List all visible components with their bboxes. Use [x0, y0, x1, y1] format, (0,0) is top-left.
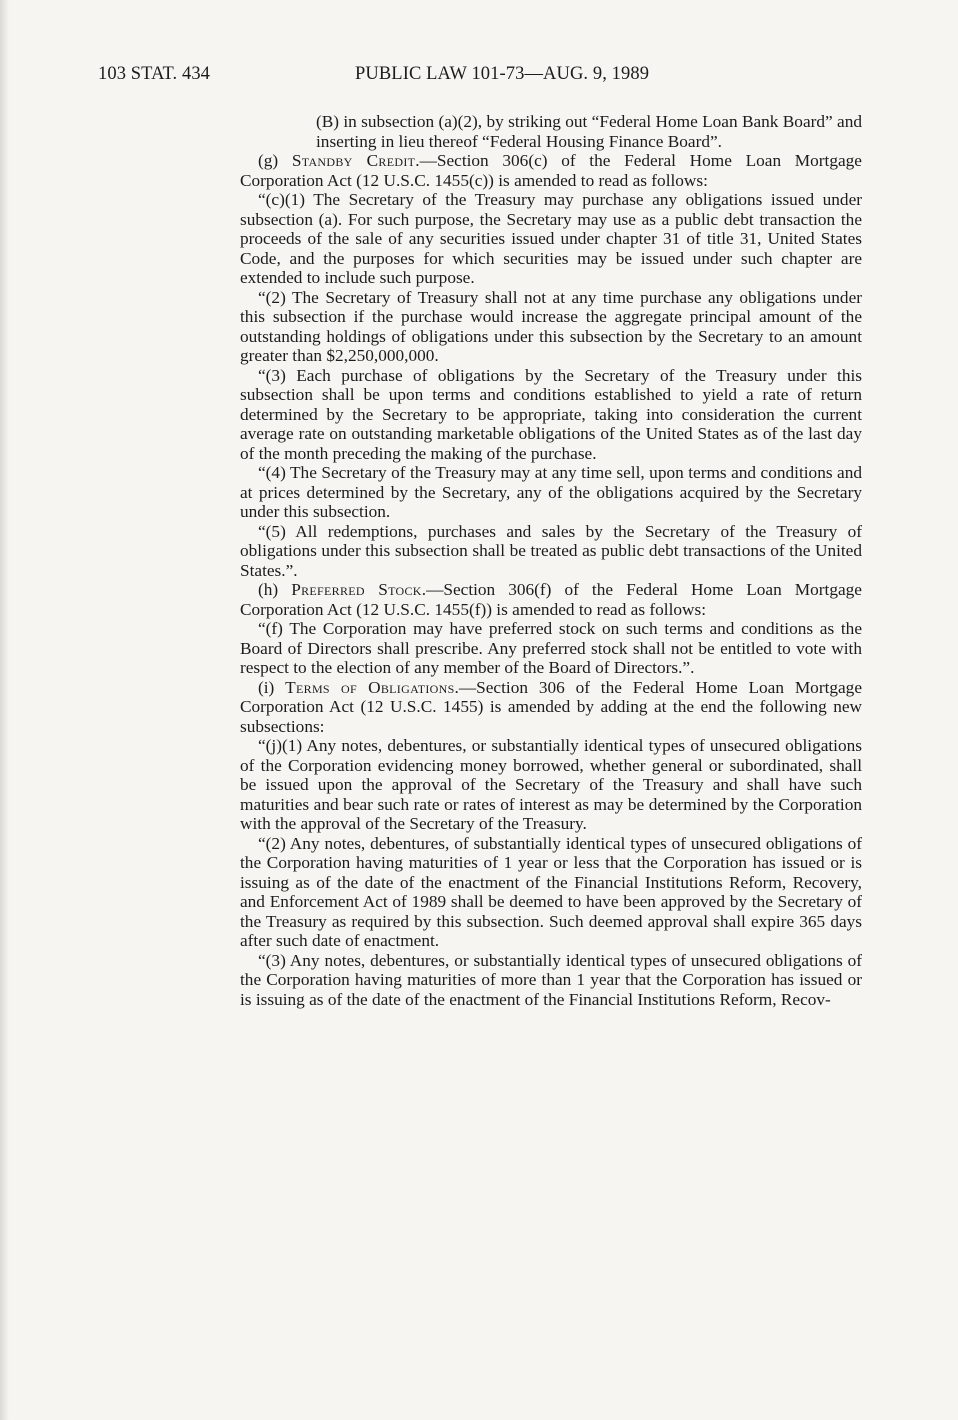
paragraph-text: “(j)(1) Any notes, debentures, or substantially identical types of unsecured obligations of the Corporation evidencing money borrowed, whether general or subordinated, shall be issued upon the approval of the Secretary of the Treasury and shall have such maturities and bear such rate or rates of interest as may be determined by the Corporation with the approval of the Secretary of the Treasury.	[240, 736, 862, 833]
paragraph-text: .—Section 306 of the Federal Home Loan Mortgage Corporation Act (12 U.S.C. 1455) is amended by adding at the end the following new subsections:	[240, 677, 862, 736]
paragraph-text: “(3) Each purchase of obligations by the Secretary of the Treasury under this subsection shall be upon terms and conditions established to yield a rate of return determined by the Secretary to be appropriate, taking into consideration the current average rate on outstanding marketable obligations of the United States as of the last day of the month preceding the making of the purchase.	[240, 365, 862, 463]
paragraph-prefix: (h)	[258, 580, 292, 599]
paragraph-j2	[240, 834, 862, 951]
paragraph-text: (B) in subsection (a)(2), by striking out “Federal Home Loan Bank Board” and inserting in lieu thereof “Federal Housing Finance Board”.	[316, 112, 862, 151]
paragraph-h-preferred-stock	[240, 580, 862, 619]
paragraph-j1	[240, 736, 862, 834]
paragraph-c3	[240, 366, 862, 464]
paragraph-text: .—Section 306(f) of the Federal Home Loan Mortgage Corporation Act (12 U.S.C. 1455(f)) is amended to read as follows:	[240, 580, 862, 619]
paragraph-c4	[240, 463, 862, 522]
paragraph-c2	[240, 288, 862, 366]
section-heading: Preferred Stock	[291, 580, 422, 599]
paragraph-c1	[240, 190, 862, 288]
paragraph-text: “(3) Any notes, debentures, or substantially identical types of unsecured obligations of the Corporation having maturities of more than 1 year that the Corporation has issued or is issuing as of the date of the enactment of the Financial Institutions Reform, Recov-	[240, 950, 862, 1009]
page-header	[98, 64, 862, 88]
paragraph-f	[240, 619, 862, 678]
paragraph-text: “(2) The Secretary of Treasury shall not at any time purchase any obligations under this subsection if the purchase would increase the aggregate principal amount of the outstanding holdings of obligations under this subsection by the Secretary to an amount greater than $2,250,000,000.	[240, 287, 862, 365]
section-heading: Standby Credit	[291, 151, 416, 170]
paragraph-text: “(2) Any notes, debentures, of substantially identical types of unsecured obligations of the Corporation having maturities of 1 year or less that the Corporation has issued or is issuing as of the date of the enactment of the Financial Institutions Reform, Recovery, and Enforcement Act of 1989 shall be deemed to have been approved by the Secretary of the Treasury as required by this subsection. Such deemed approval shall expire 365 days after such date of enactment.	[240, 833, 862, 950]
paragraph-text: “(f) The Corporation may have preferred stock on such terms and conditions as the Board of Directors shall prescribe. Any preferred stock shall not be entitled to vote with respect to the election of any member of the Board of Directors.”.	[240, 619, 862, 677]
paragraph-i-terms-of-obligations	[240, 678, 862, 737]
page-edge	[0, 0, 9, 1420]
paragraph-prefix: (i)	[258, 677, 286, 697]
paragraph-g-standby-credit	[240, 151, 862, 190]
paragraph-b-amendment	[316, 112, 862, 151]
paragraph-text: .—Section 306(c) of the Federal Home Loan Mortgage Corporation Act (12 U.S.C. 1455(c)) is amended to read as follows:	[240, 151, 862, 190]
paragraph-c5	[240, 522, 862, 581]
paragraph-j3	[240, 951, 862, 1010]
paragraph-prefix: (g)	[258, 151, 292, 170]
law-title-date: PUBLIC LAW 101-73—AUG. 9, 1989	[355, 64, 650, 84]
paragraph-text: “(c)(1) The Secretary of the Treasury may purchase any obligations issued under subsection (a). For such purpose, the Secretary may use as a public debt transaction the proceeds of the sale of any securities issued under chapter 31 of title 31, United States Code, and the purposes for which securities may be issued under such chapter are extended to include such purpose.	[240, 190, 862, 287]
paragraph-text: “(4) The Secretary of the Treasury may at any time sell, upon terms and conditions and at prices determined by the Secretary, any of the obligations acquired by the Secretary under this subsection.	[240, 463, 862, 521]
statute-page-number: 103 STAT. 434	[98, 64, 211, 84]
section-heading: Terms of Obligations	[285, 677, 455, 697]
body-text	[240, 112, 862, 1009]
paragraph-text: “(5) All redemptions, purchases and sales by the Secretary of the Treasury of obligations under this subsection shall be treated as public debt transactions of the United States.”.	[240, 521, 862, 580]
